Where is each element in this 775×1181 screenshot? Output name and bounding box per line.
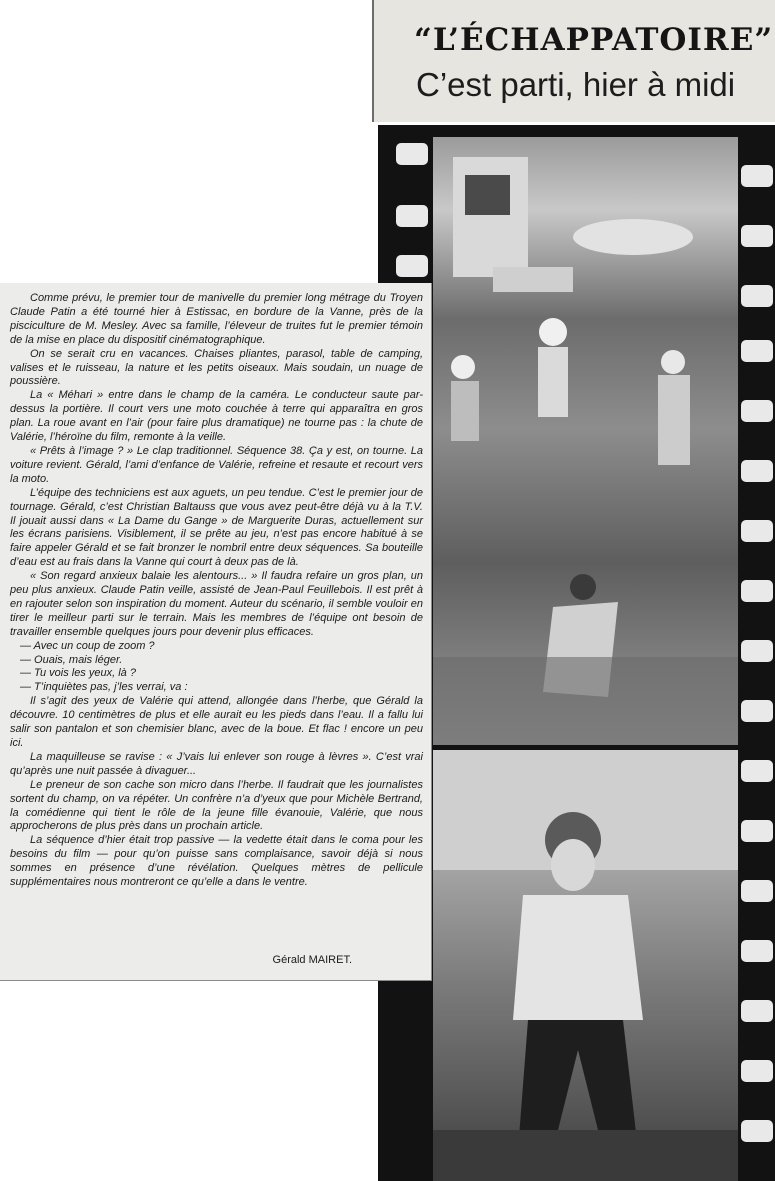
person-body <box>658 375 690 465</box>
headline-clipping <box>372 0 775 122</box>
film-strip <box>378 125 775 1181</box>
article-paragraph: Comme prévu, le premier tour de manivelle du premier long métrage du Troyen Claude Patin a été tourné hier à Estissac, en bordure de la Vanne, près de la pisciculture de M. Mesley. Avec sa famille, l’éleveur de truites fut le premier témoin de la mise en place du dispositif cinématographique. <box>10 292 423 346</box>
vehicle-window <box>465 175 510 215</box>
sprocket-hole <box>741 580 773 602</box>
sprocket-hole <box>741 640 773 662</box>
sprocket-hole <box>741 520 773 542</box>
sprocket-hole <box>741 820 773 842</box>
person-body <box>538 347 568 417</box>
person-head <box>451 355 475 379</box>
article-paragraph: « Son regard anxieux balaie les alentours... » Il faudra refaire un gros plan, un peu plus anxieux. Claude Patin veille, assisté de Jean-Paul Feuillebois. Il est prêt à en rajouter selon son inspiration du moment. Auteur du scénario, il semble vouloir en tirer le meilleur parti sur le terrain. Mais les membres de l’équipe ont besoin de travailler ensemble quelques jours pour devenir plus efficaces. <box>10 570 423 638</box>
sprocket-hole <box>396 143 428 165</box>
dialogue-line: — Tu vois les yeux, là ? <box>20 667 136 680</box>
sprocket-hole <box>741 1060 773 1082</box>
sprocket-hole <box>741 225 773 247</box>
dialogue-line: — Avec un coup de zoom ? <box>20 639 155 652</box>
headline-subtitle: C’est parti, hier à midi <box>416 66 736 103</box>
sprocket-hole <box>741 700 773 722</box>
sprocket-hole <box>741 340 773 362</box>
sprocket-hole <box>741 880 773 902</box>
sprocket-hole <box>396 255 428 277</box>
article-paragraph: La « Méhari » entre dans le champ de la caméra. Le conducteur saute par-dessus la portière. Il court vers une moto couchée à terre qui apparaîtra en gros plan. La roue avant en l’air (pour faire plus dramatique) ne tourne pas : la chute de Valérie, l’héroïne du film, remonte à la veille. <box>10 389 423 444</box>
person-head <box>570 574 596 600</box>
article-clipping <box>0 283 432 981</box>
actor-shirt <box>513 895 643 1020</box>
person-head <box>661 350 685 374</box>
person-head <box>539 318 567 346</box>
article-paragraph: Le preneur de son cache son micro dans l’herbe. Il faudrait que les journalistes sortent du champ, on va répéter. Un confrère n’a d’yeux que pour Michèle Bertrand, la comédienne qui tient le rôle de la jeune fille évanouie, Valérie, que nous approcherons de plus près dans un prochain article. <box>10 778 423 833</box>
article-paragraph: La maquilleuse se ravise : « J’vais lui enlever son rouge à lèvres ». C’est vrai qu’après une nuit passée à divaguer... <box>10 750 423 777</box>
sprocket-hole <box>741 1000 773 1022</box>
article-paragraph: L’équipe des techniciens est aux aguets, un peu tendue. C’est le premier jour de tournage. Gérald, c’est Christian Baltauss que vous avez peut-être déjà vu à la T.V. Il jouait aussi dans « La Dame du Gange » de Marguerite Duras, actuellement sur les écrans parisiens. Visiblement, il se prête au jeu, n’est pas encore habitué à se faire appeler Gérald et se fait bronzer le nombril entre deux séquences. Sa bouteille d’eau est au frais dans la Vanne qui court à deux pas de là. <box>10 486 423 569</box>
dialogue-line: — T’inquiètes pas, j’les verrai, va : <box>20 681 188 694</box>
photo-actor <box>433 750 738 1181</box>
sprocket-hole <box>396 205 428 227</box>
table-shape <box>493 267 573 292</box>
person-body <box>451 381 479 441</box>
sprocket-hole <box>741 460 773 482</box>
article-paragraph: La séquence d’hier était trop passive — la vedette était dans le coma pour les besoins du film — pour qu’on puisse sans complaisance, savoir déjà si nous sommes en présence d’une révélation. Quelques mètres de pellicule supplémentaires nous montreront ce qu’elle a dans le ventre. <box>10 834 423 889</box>
sprocket-hole <box>741 940 773 962</box>
sprocket-hole <box>741 285 773 307</box>
article-paragraph: On se serait cru en vacances. Chaises pliantes, parasol, table de camping, valises et le ruisseau, la nature et les petits oiseaux. Mais soudain, un nuage de poussière. <box>10 347 423 388</box>
ground-shape <box>433 1130 738 1181</box>
article-signature: Gérald MAIRET. <box>272 954 352 967</box>
headline-title: “L’ÉCHAPPATOIRE” <box>414 22 774 58</box>
photo-film-crew-drawing <box>433 137 738 745</box>
dialogue-line: — Ouais, mais léger. <box>20 653 123 666</box>
article-paragraph: « Prêts à l’image ? » Le clap traditionnel. Séquence 38. Ça y est, on tourne. La voiture revient. Gérald, l’ami d’enfance de Valérie, refreine et resaute et recourt vers la moto. <box>10 444 423 485</box>
sprocket-hole <box>741 400 773 422</box>
sprocket-hole <box>741 1120 773 1142</box>
actor-face <box>551 839 595 891</box>
parasol-shape <box>573 219 693 255</box>
sprocket-hole <box>741 760 773 782</box>
photo-film-crew <box>433 137 738 745</box>
sprocket-hole <box>741 165 773 187</box>
article-paragraph: Il s’agit des yeux de Valérie qui attend, allongée dans l’herbe, que Gérald la découvre. 10 centimètres de plus et elle aurait eu les pieds dans l’eau. Il a fallu lui salir son pantalon et son chemisier blanc, avec de la boue. Et flac ! encore un peu ici. <box>10 695 423 749</box>
photo-actor-drawing <box>433 750 738 1181</box>
grass-shape <box>433 657 738 745</box>
